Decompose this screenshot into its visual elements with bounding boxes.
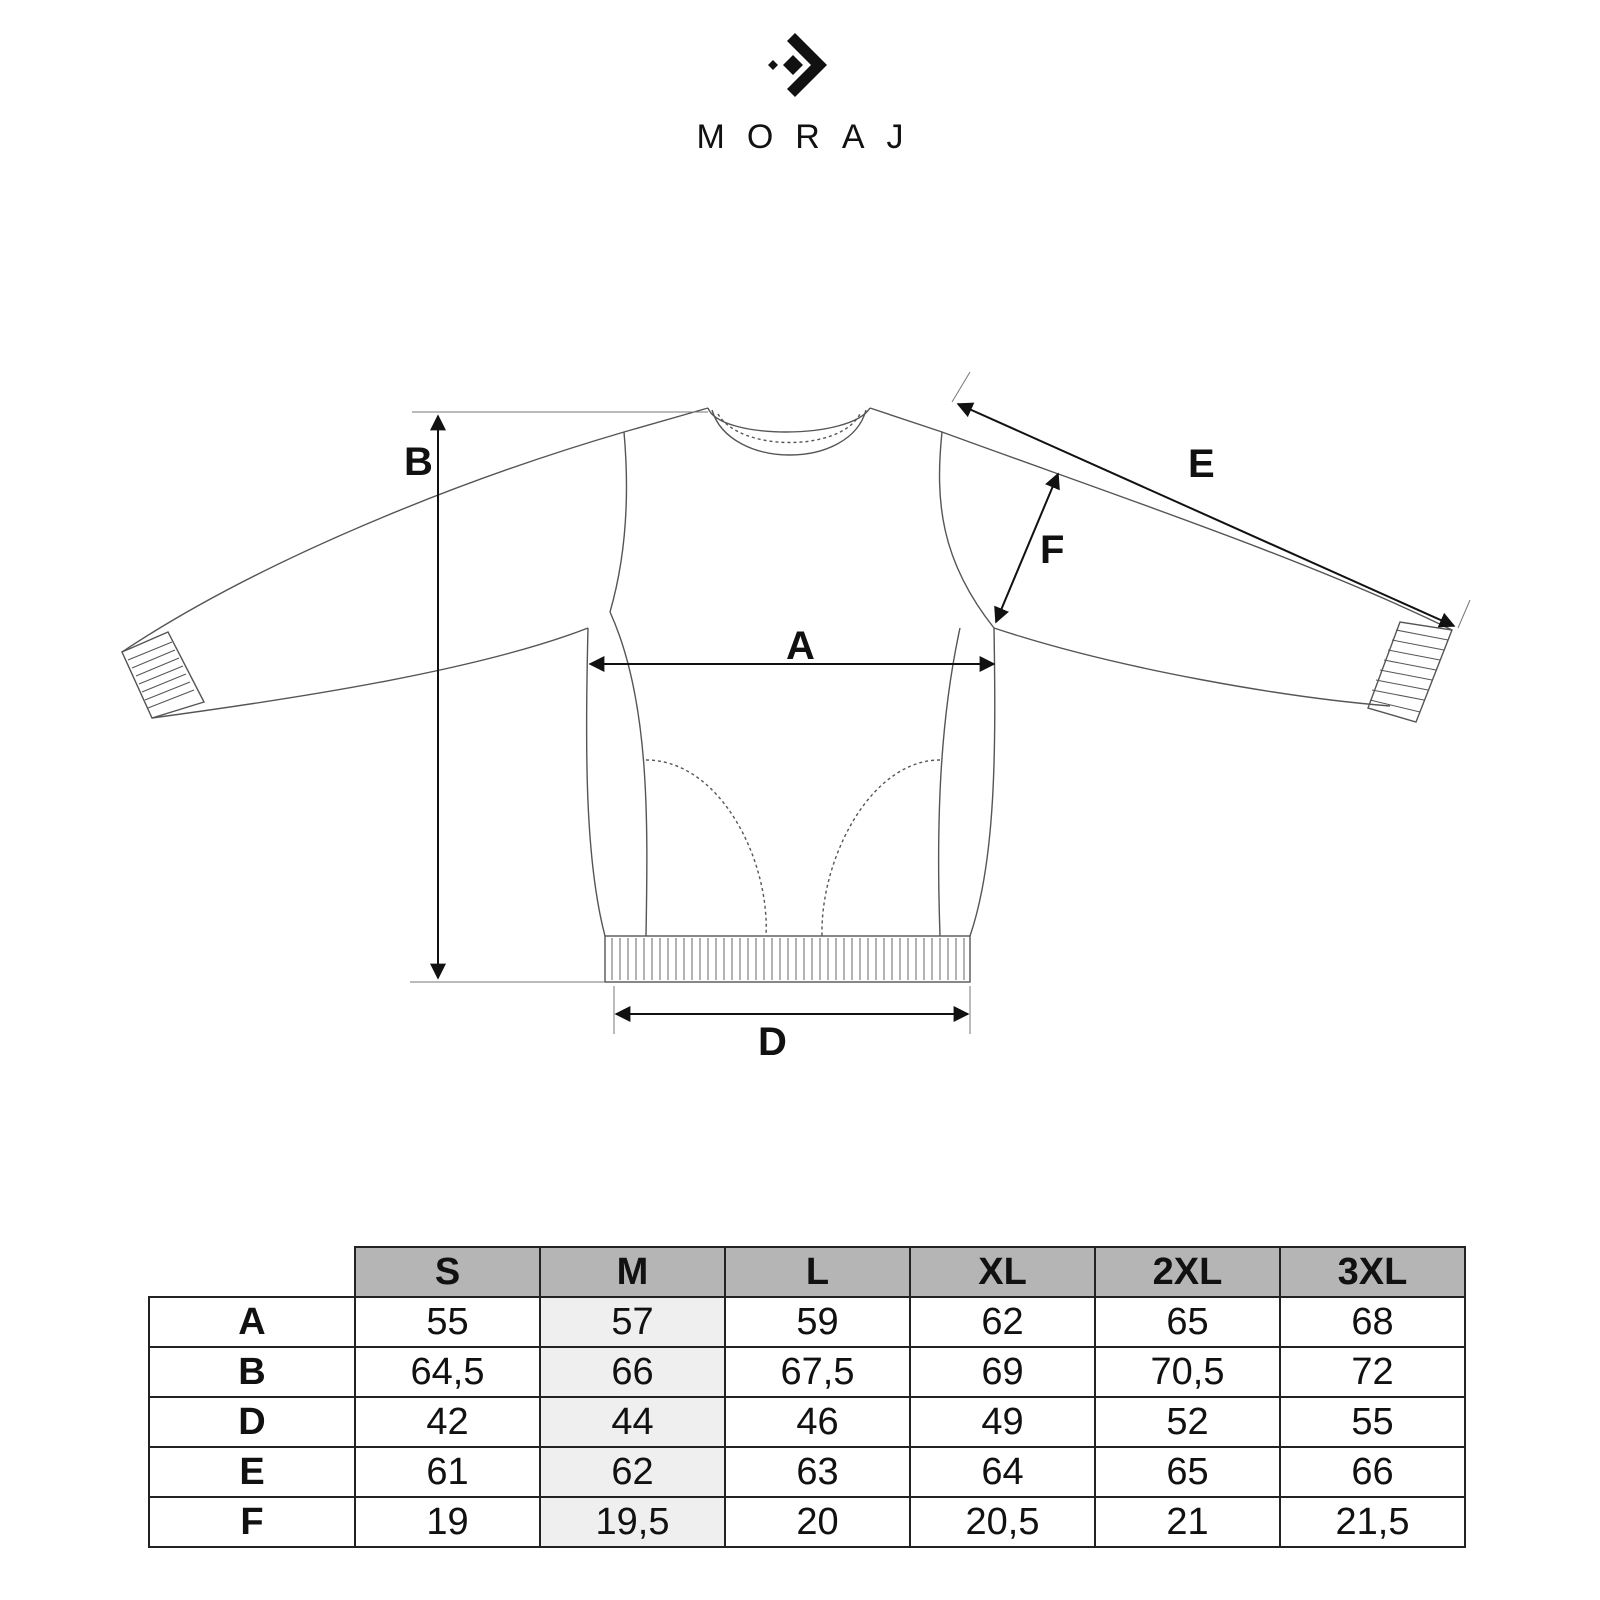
size-header-row	[149, 1247, 1465, 1297]
size-header: XL	[910, 1247, 1095, 1297]
table-cell: 57	[540, 1297, 725, 1347]
row-label: F	[149, 1497, 355, 1547]
table-cell: 67,5	[725, 1347, 910, 1397]
table-row	[149, 1347, 1465, 1397]
table-cell: 19,5	[540, 1497, 725, 1547]
table-cell: 59	[725, 1297, 910, 1347]
table-row	[149, 1447, 1465, 1497]
table-cell: 20,5	[910, 1497, 1095, 1547]
table-cell: 64	[910, 1447, 1095, 1497]
table-cell: 20	[725, 1497, 910, 1547]
table-cell: 64,5	[355, 1347, 540, 1397]
table-cell: 21	[1095, 1497, 1280, 1547]
table-cell: 61	[355, 1447, 540, 1497]
label-f: F	[1040, 528, 1065, 572]
table-cell: 65	[1095, 1447, 1280, 1497]
table-cell: 68	[1280, 1297, 1465, 1347]
table-cell: 62	[910, 1297, 1095, 1347]
row-label: A	[149, 1297, 355, 1347]
table-cell: 21,5	[1280, 1497, 1465, 1547]
table-cell: 70,5	[1095, 1347, 1280, 1397]
size-header: 3XL	[1280, 1247, 1465, 1297]
label-d: D	[758, 1020, 787, 1064]
table-cell: 46	[725, 1397, 910, 1447]
brand-name: MORAJ	[696, 118, 926, 156]
table-cell: 52	[1095, 1397, 1280, 1447]
table-cell: 66	[1280, 1447, 1465, 1497]
table-row	[149, 1297, 1465, 1347]
size-header: 2XL	[1095, 1247, 1280, 1297]
table-corner	[149, 1247, 355, 1297]
table-cell: 55	[1280, 1397, 1465, 1447]
table-cell: 55	[355, 1297, 540, 1347]
table-cell: 63	[725, 1447, 910, 1497]
table-cell: 49	[910, 1397, 1095, 1447]
label-b: B	[404, 440, 433, 484]
table-cell: 65	[1095, 1297, 1280, 1347]
table-cell: 72	[1280, 1347, 1465, 1397]
row-label: E	[149, 1447, 355, 1497]
table-cell: 42	[355, 1397, 540, 1447]
dimension-e-arrow	[958, 404, 1454, 626]
size-header: S	[355, 1247, 540, 1297]
size-header: M	[540, 1247, 725, 1297]
row-label: B	[149, 1347, 355, 1397]
label-a: A	[786, 624, 815, 668]
table-cell: 66	[540, 1347, 725, 1397]
label-e: E	[1188, 442, 1215, 486]
table-row	[149, 1497, 1465, 1547]
table-cell: 44	[540, 1397, 725, 1447]
table-cell: 19	[355, 1497, 540, 1547]
sweatshirt-outline	[122, 408, 1452, 982]
row-label: D	[149, 1397, 355, 1447]
size-header: L	[725, 1247, 910, 1297]
size-table	[148, 1246, 1466, 1548]
table-cell: 62	[540, 1447, 725, 1497]
table-cell: 69	[910, 1347, 1095, 1397]
table-row	[149, 1397, 1465, 1447]
